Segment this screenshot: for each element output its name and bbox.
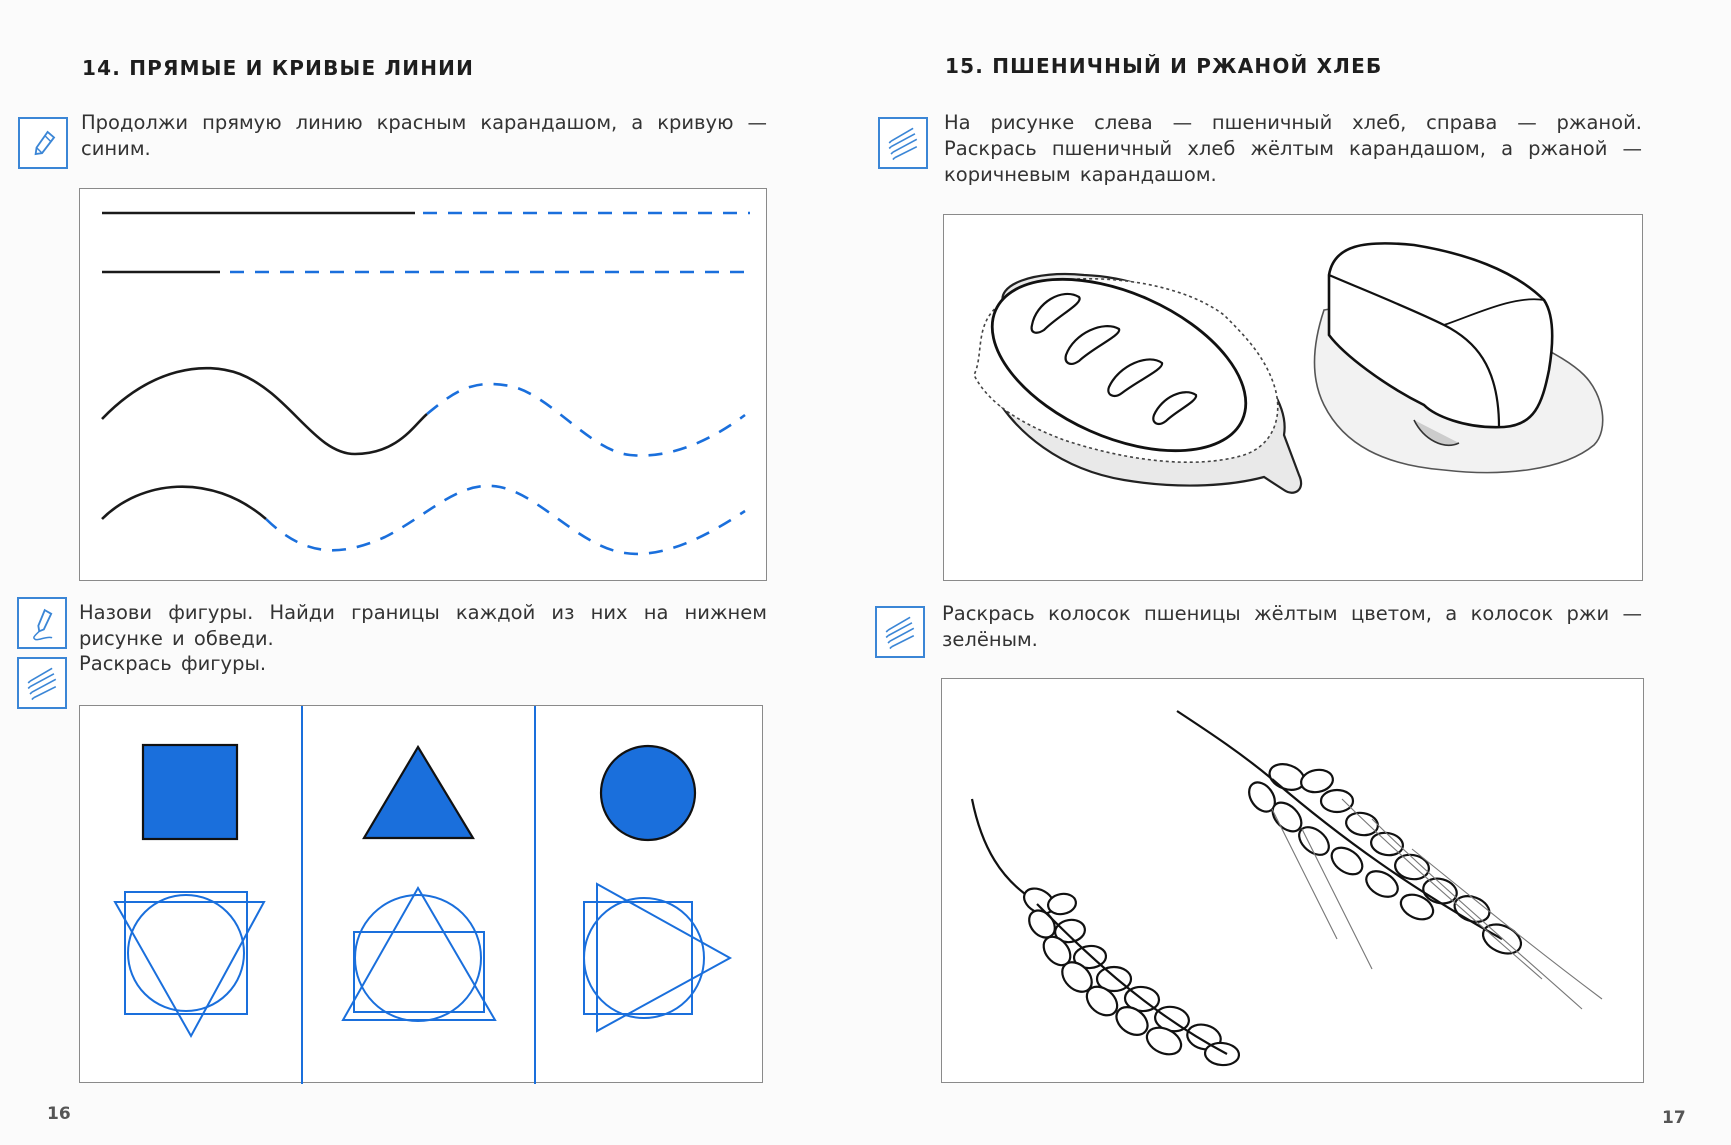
curve-dashed-1 (427, 384, 745, 456)
rye-ear-illustration (1177, 711, 1602, 1009)
filled-circle (601, 746, 695, 840)
overlapping-outlines-3 (584, 884, 730, 1031)
pencil-icon (17, 597, 67, 649)
colored-pencils-icon (17, 657, 67, 709)
page-number: 17 (1662, 1108, 1686, 1128)
lesson-title: 14. ПРЯМЫЕ И КРИВЫЕ ЛИНИИ (82, 56, 475, 80)
page-number: 16 (47, 1104, 71, 1124)
colored-pencils-icon (875, 606, 925, 658)
wheat-bread-illustration (966, 244, 1301, 492)
task-text-color-shapes: Раскрась фигуры. (79, 652, 267, 675)
ears-picture-frame (941, 678, 1644, 1083)
curve-solid-2 (102, 487, 266, 519)
curve-solid-1 (102, 368, 427, 454)
lesson-title: 15. ПШЕНИЧНЫЙ И РЖАНОЙ ХЛЕБ (945, 54, 1383, 78)
filled-triangle (364, 747, 473, 838)
bread-picture-frame (943, 214, 1643, 581)
wheat-ear-illustration (972, 799, 1240, 1066)
task-text-color-bread: На рисунке слева — пшеничный хлеб, справа — ржаной. Раскрась пшеничный хлеб жёлтым карандашом, а ржаной — коричневым карандашом. (944, 111, 1642, 186)
curve-dashed-2 (266, 486, 745, 554)
lines-exercise-frame (79, 188, 767, 581)
task-text-color-ears: Раскрась колосок пшеницы жёлтым цветом, а колосок ржи — зелёным. (942, 602, 1642, 651)
overlapping-outlines-1 (115, 892, 264, 1036)
rye-bread-illustration (1315, 243, 1603, 472)
right-page (860, 0, 1731, 1145)
task-text-lines: Продолжи прямую линию красным карандашом, а кривую — синим. (81, 111, 767, 160)
pencil-icon (18, 117, 68, 169)
overlapping-outlines-2 (343, 888, 495, 1021)
left-page (0, 0, 860, 1145)
colored-pencils-icon (878, 117, 928, 169)
shapes-exercise-frame (79, 705, 763, 1083)
filled-square (143, 745, 237, 839)
task-text-name-shapes: Назови фигуры. Найди границы каждой из них на нижнем рисунке и обведи. (79, 601, 767, 650)
